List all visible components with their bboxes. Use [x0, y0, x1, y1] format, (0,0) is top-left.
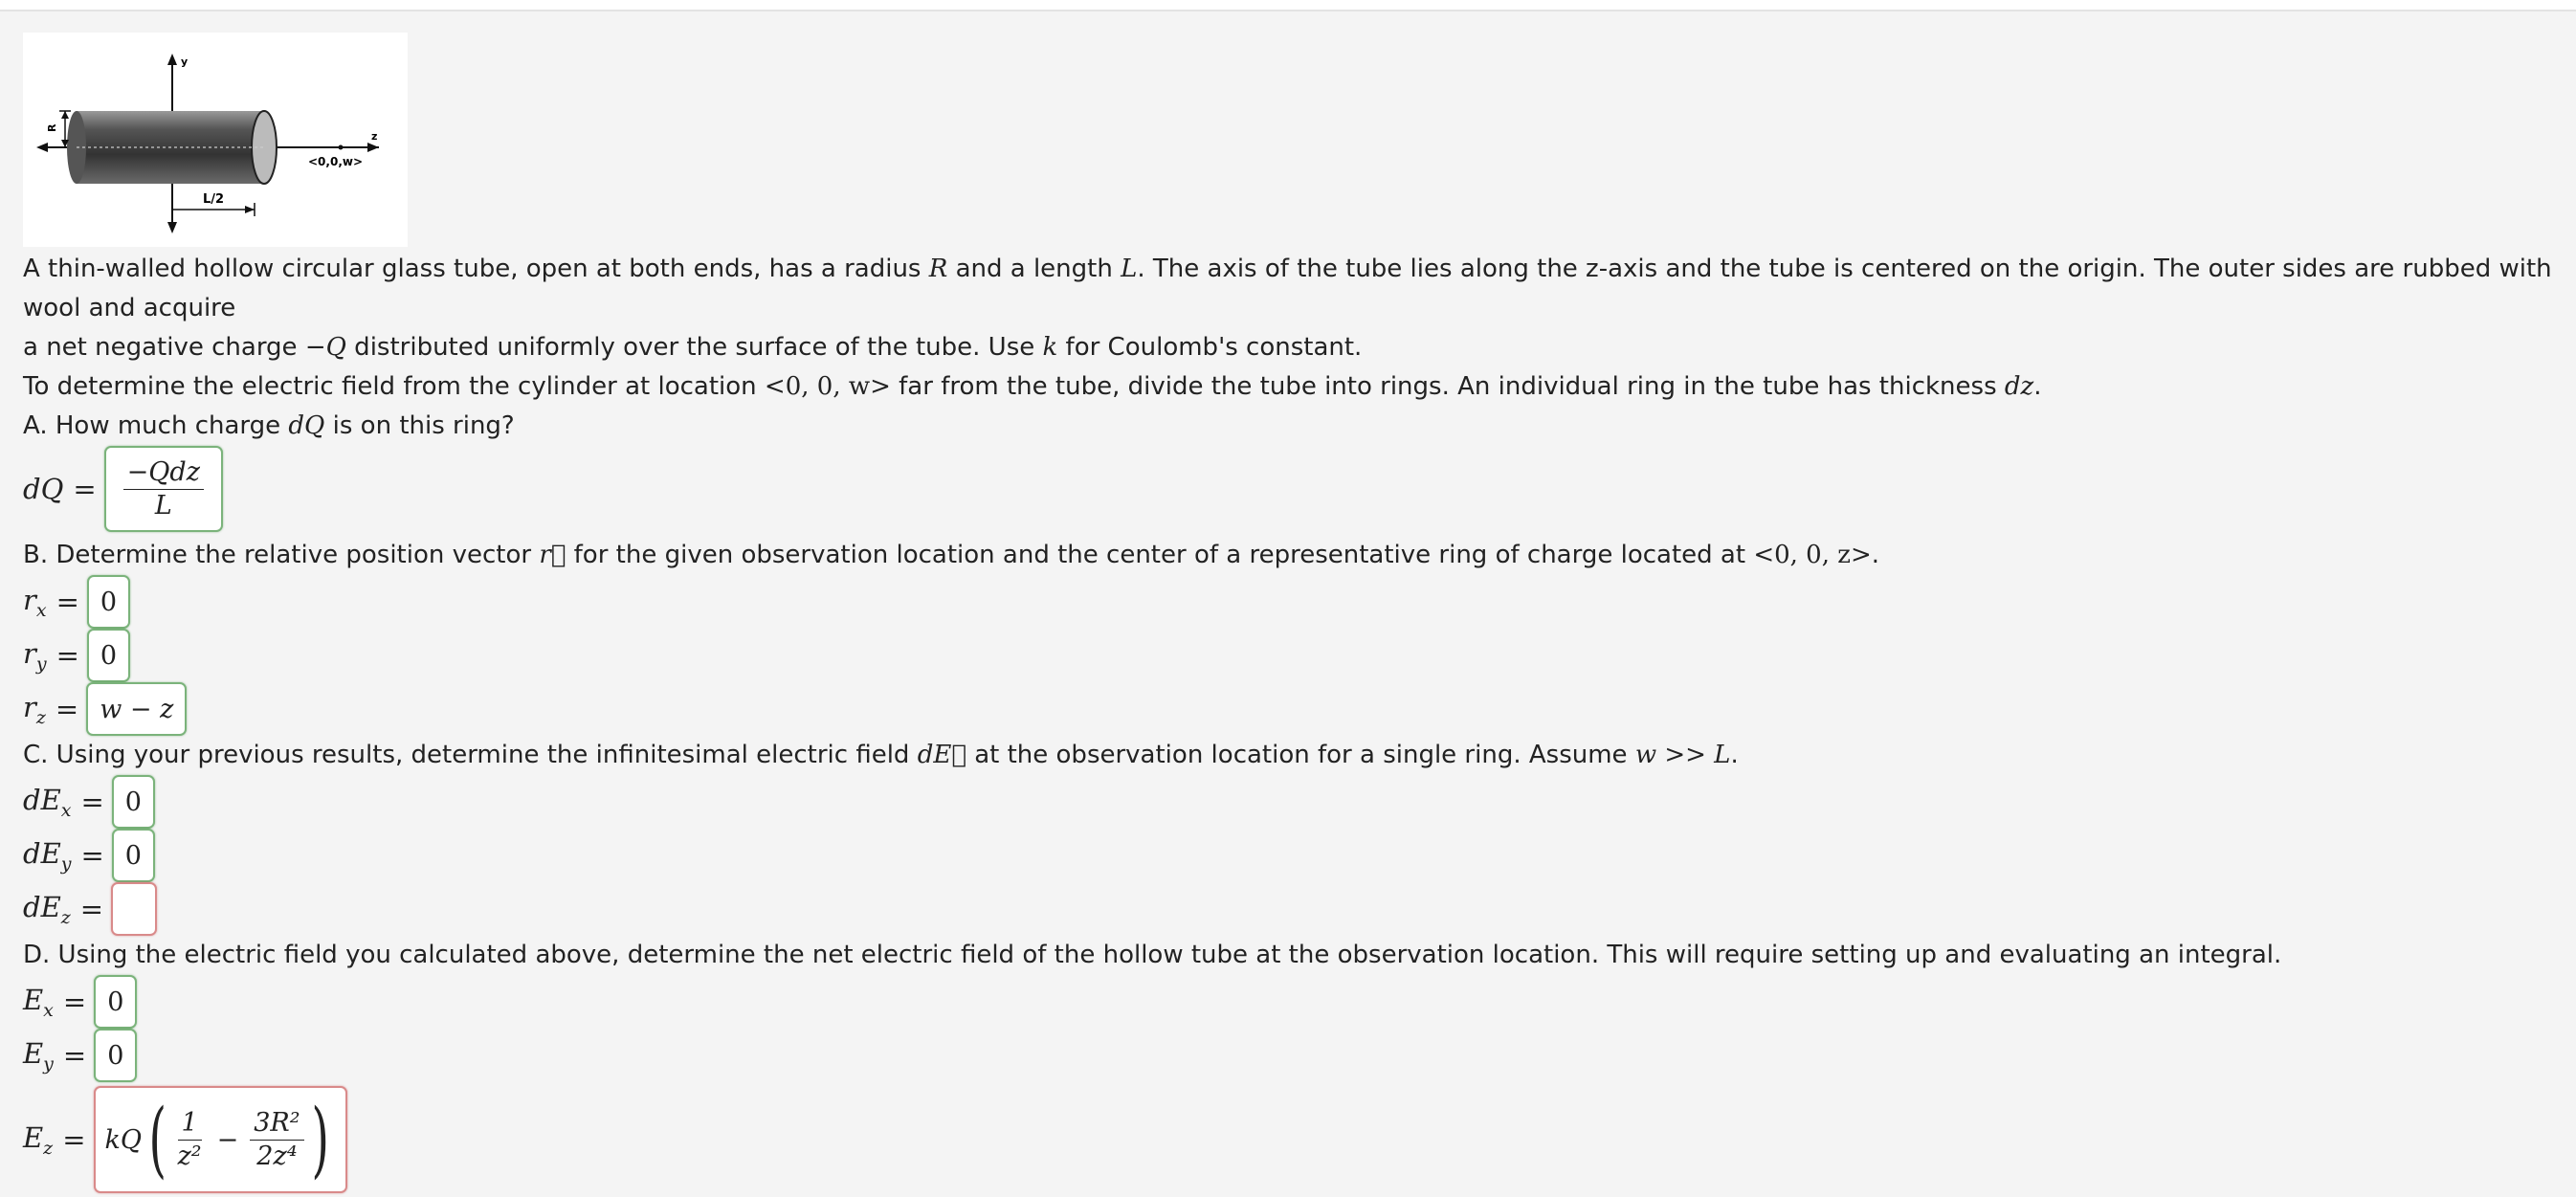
ez-answer-box[interactable] [94, 1086, 348, 1193]
z-axis-arrow [367, 143, 379, 152]
half-length-label: L/2 [203, 192, 225, 207]
dex-answer-box[interactable]: 0 [112, 775, 155, 829]
dez-row: $dE_z$ = [23, 882, 2559, 936]
dq-symbol: dQ [23, 473, 64, 505]
right-paren: ) [311, 1092, 329, 1187]
z-axis-arrow-left [36, 143, 48, 152]
ex-answer-box[interactable]: 0 [94, 975, 137, 1029]
ey-answer-box[interactable]: 0 [94, 1029, 137, 1082]
ez-fraction-2: $\frac{\text{3R²}}{\text{2z⁴}}$ [250, 1109, 303, 1171]
intro-line-1: A thin-walled hollow circular glass tube, open at both ends, has a radius R and a length L. The axis of the tube lies along the z-axis and the tube is centered on the origin. The outer sides are rubbed with wool and acquire [23, 255, 2552, 322]
radius-label: R [46, 123, 58, 132]
part-d-question: D. Using the electric field you calculated above, determine the net electric field of the hollow tube at the observation location. This will require setting up and evaluating an integral. [23, 941, 2282, 969]
rz-answer-box[interactable]: w − z [86, 682, 187, 736]
rx-answer-box[interactable]: 0 [87, 575, 130, 629]
rz-row: $r_z$ = w − z [23, 682, 2559, 736]
part-a-question: A. How much charge dQ is on this ring? [23, 411, 515, 440]
part-b-question: B. Determine the relative position vector r⃗ for the given observation location and the center of a representative ring of charge located at <0, 0, z>. [23, 541, 1879, 569]
dey-row: $dE_y$ = 0 [23, 829, 2559, 882]
part-a-answer-row [23, 446, 2559, 532]
ey-row: $E_y$ = 0 [23, 1029, 2559, 1082]
tube-diagram [23, 33, 408, 247]
left-paren: ( [148, 1092, 167, 1187]
ez-prefix: kQ [104, 1124, 142, 1155]
top-bar [0, 0, 2576, 11]
axis-z-label: z [371, 130, 378, 143]
dex-row: $dE_x$ = 0 [23, 775, 2559, 829]
ry-row: $r_y$ = 0 [23, 629, 2559, 682]
equals-sign: = [73, 473, 97, 505]
part-c-question: C. Using your previous results, determine the infinitesimal electric field dE⃗ at the observation location for a single ring. Assume w >> L. [23, 741, 1739, 769]
dey-answer-box[interactable]: 0 [112, 829, 155, 882]
intro-line-3: To determine the electric field from the cylinder at location <0, 0, w> far from the tube, divide the tube into rings. An individual ring in the tube has thickness dz. [23, 372, 2042, 401]
ex-row: $E_x$ = 0 [23, 975, 2559, 1029]
dez-answer-box[interactable] [111, 882, 157, 936]
ez-row: $E_z$ = kQ ( $\frac{1}{\text{z²}}$ − $\frac{\text{3R²}}{\text{2z⁴}}$ ) [23, 1082, 2559, 1197]
ez-fraction-1: $\frac{1}{\text{z²}}$ [177, 1107, 202, 1171]
y-axis-arrow [167, 54, 177, 65]
rx-row: $r_x$ = 0 [23, 575, 2559, 629]
observation-point [339, 145, 344, 150]
ry-answer-box[interactable]: 0 [87, 629, 130, 682]
y-axis-arrow-down [167, 222, 177, 233]
dq-answer-box[interactable] [104, 446, 223, 532]
ez-minus: − [216, 1124, 239, 1155]
intro-line-2: a net negative charge −Q distributed uniformly over the surface of the tube. Use k for Coulomb's constant. [23, 333, 1363, 362]
point-label: <0,0,w> [308, 155, 364, 168]
problem-content [23, 33, 2559, 1197]
tube-diagram-svg [23, 33, 408, 247]
dq-fraction: $\frac{\text{−Qdz}}{L}$ [123, 458, 204, 521]
axis-y-label: y [181, 55, 189, 68]
